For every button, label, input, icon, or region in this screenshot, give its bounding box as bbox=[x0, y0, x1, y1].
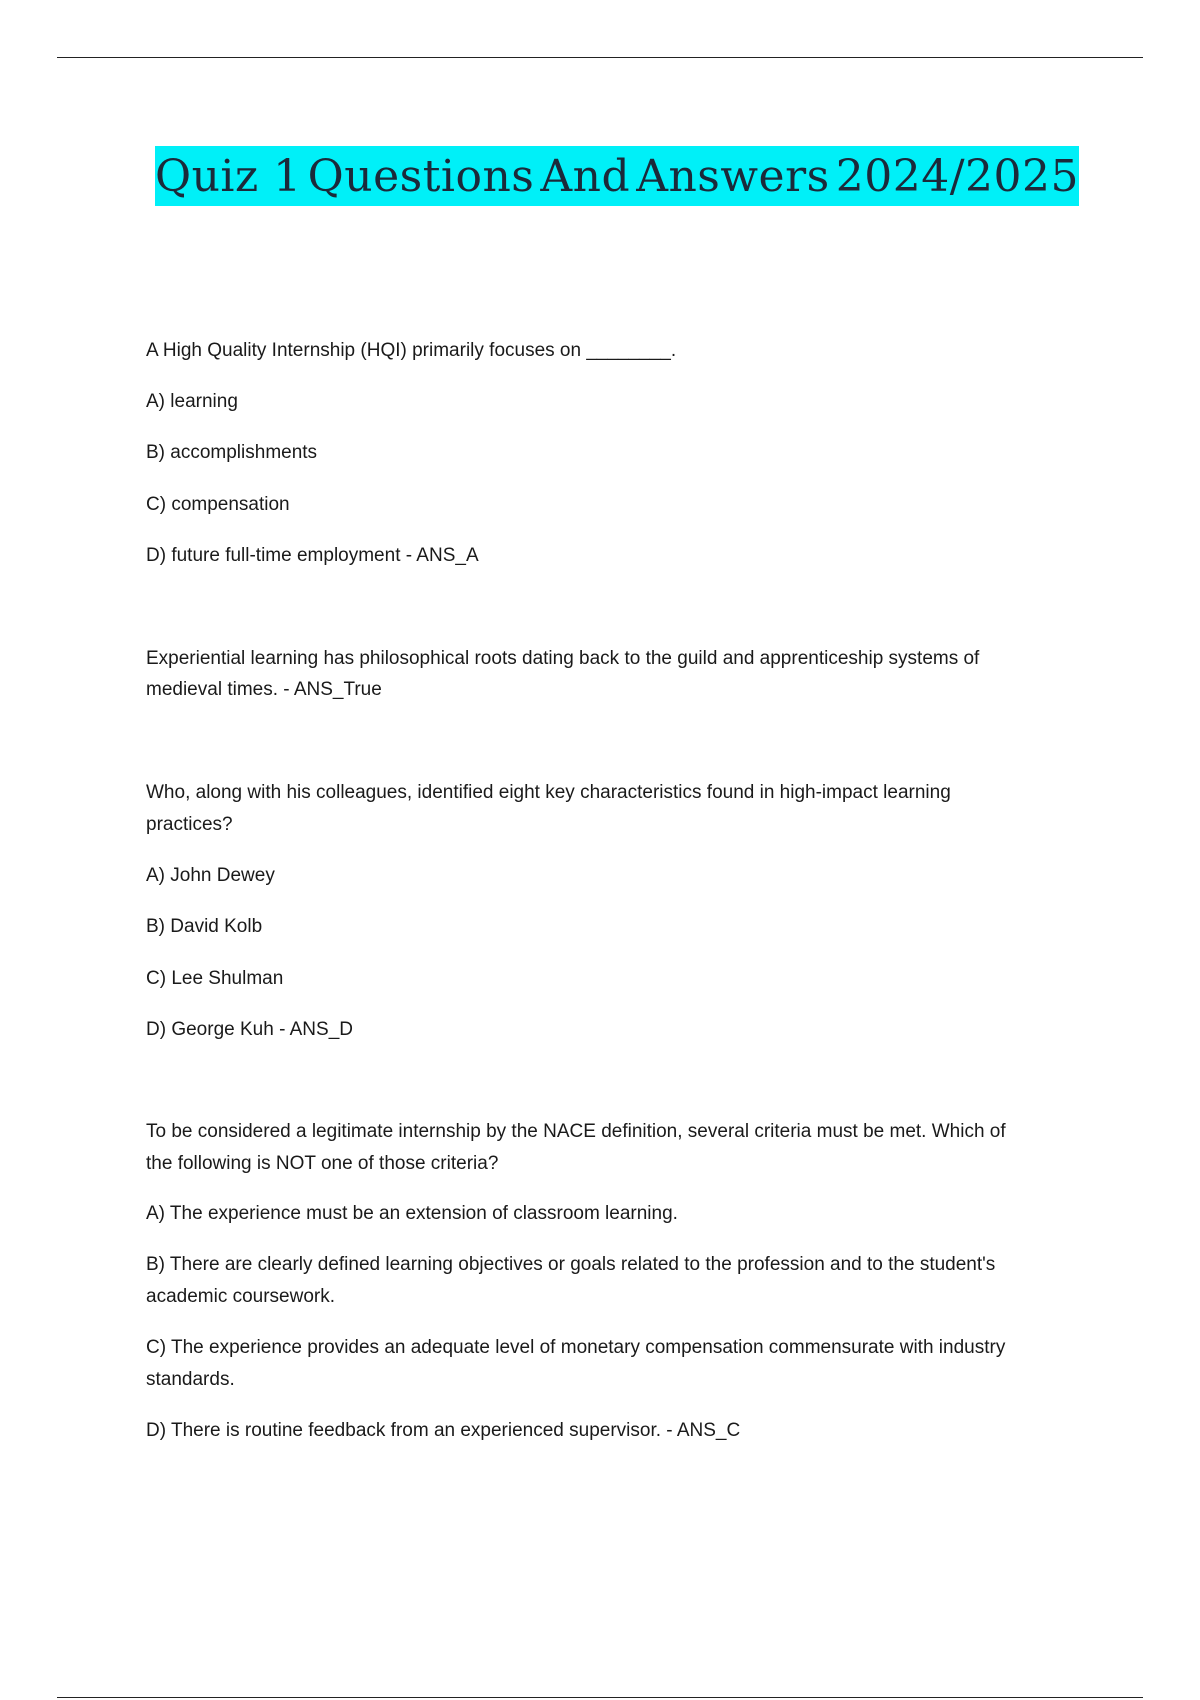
title-word: 2024/2025 bbox=[835, 150, 1079, 202]
question-1-option-d: D) future full-time employment - ANS_A bbox=[146, 545, 479, 566]
question-3-prompt-line-2: practices? bbox=[146, 814, 233, 835]
title-word: And bbox=[540, 150, 631, 202]
title-word: Answers bbox=[636, 150, 830, 202]
question-2-prompt-line-1: Experiential learning has philosophical roots dating back to the guild and apprenticeship systems of bbox=[146, 648, 980, 669]
footer-rule bbox=[57, 1697, 1143, 1698]
question-3-option-c: C) Lee Shulman bbox=[146, 968, 284, 989]
title-highlight bbox=[155, 146, 1079, 206]
question-1-option-a: A) learning bbox=[146, 391, 238, 412]
page-title bbox=[155, 146, 1079, 206]
question-2-prompt-line-2: medieval times. - ANS_True bbox=[146, 679, 382, 700]
question-3-option-b: B) David Kolb bbox=[146, 916, 263, 937]
question-4-option-c-line-1: C) The experience provides an adequate level of monetary compensation commensurate with industry bbox=[146, 1337, 1006, 1358]
question-4-option-a: A) The experience must be an extension of classroom learning. bbox=[146, 1203, 678, 1224]
question-4-option-b-line-2: academic coursework. bbox=[146, 1286, 336, 1307]
question-4-option-c-line-2: standards. bbox=[146, 1369, 235, 1390]
question-3-prompt-line-1: Who, along with his colleagues, identified eight key characteristics found in high-impact learning bbox=[146, 782, 951, 803]
question-4-option-b-line-1: B) There are clearly defined learning objectives or goals related to the profession and to the student's bbox=[146, 1254, 996, 1275]
title-word: Questions bbox=[307, 150, 535, 202]
question-3-option-d: D) George Kuh - ANS_D bbox=[146, 1019, 353, 1040]
question-3-option-a: A) John Dewey bbox=[146, 865, 275, 886]
question-4-prompt-line-1: To be considered a legitimate internship by the NACE definition, several criteria must be met. Which of bbox=[146, 1121, 1006, 1142]
question-1-option-c: C) compensation bbox=[146, 494, 290, 515]
question-4-option-d: D) There is routine feedback from an experienced supervisor. - ANS_C bbox=[146, 1420, 741, 1441]
question-1-option-b: B) accomplishments bbox=[146, 442, 318, 463]
question-4-prompt-line-2: the following is NOT one of those criteria? bbox=[146, 1153, 499, 1174]
title-word: Quiz 1 bbox=[155, 150, 302, 202]
question-1-prompt: A High Quality Internship (HQI) primarily focuses on ________. bbox=[146, 340, 677, 361]
header-rule bbox=[57, 57, 1143, 58]
